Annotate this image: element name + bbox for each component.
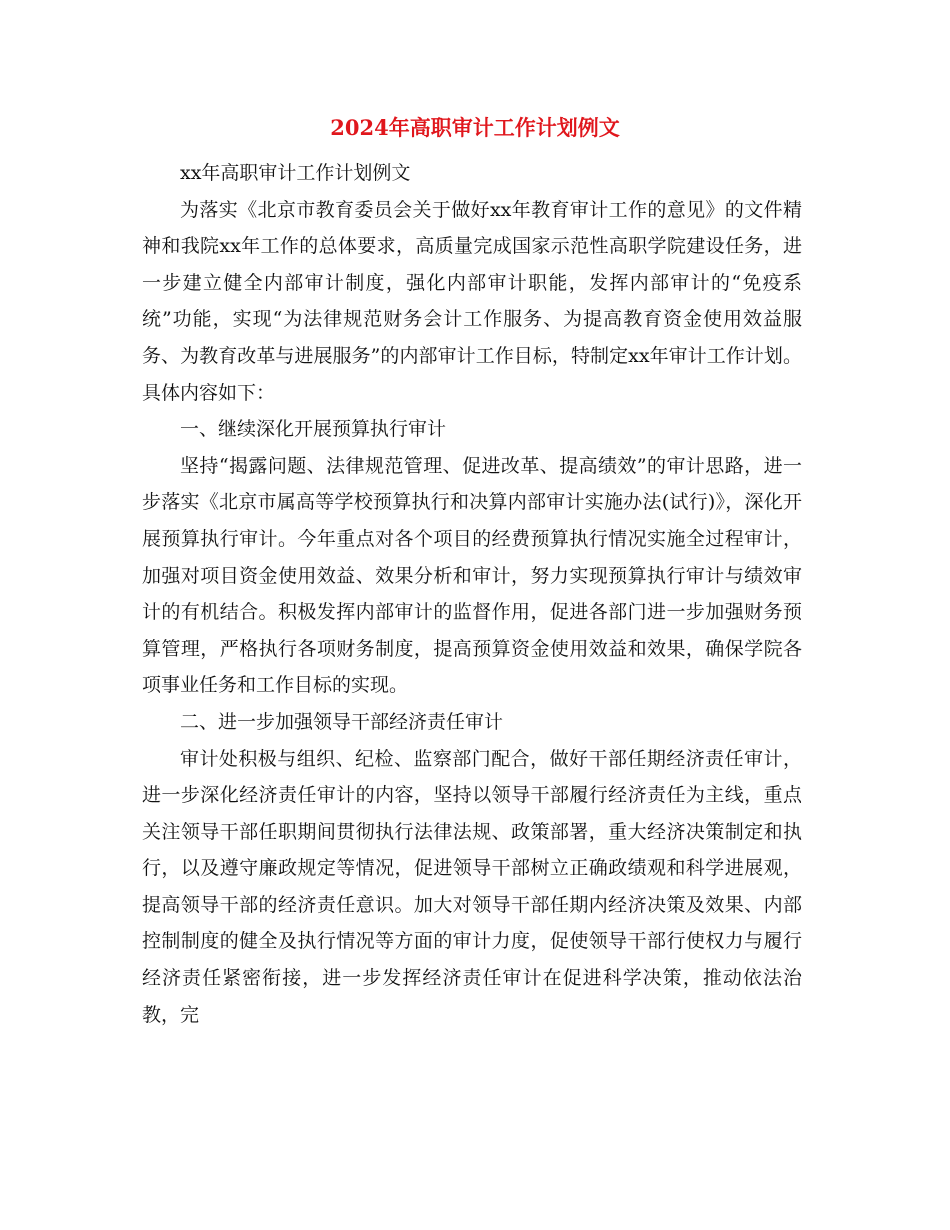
document-body xyxy=(142,155,802,1033)
section-heading-budget: 一、继续深化开展预算执行审计 xyxy=(180,418,447,441)
subtitle-paragraph: xx年高职审计工作计划例文 xyxy=(180,162,411,184)
leadership-paragraph: 审计处积极与组织、纪检、监察部门配合，做好干部任期经济责任审计，进一步深化经济责任审计的内容，坚持以领导干部履行经济责任为主线，重点关注领导干部任职期间贯彻执行法律法规、政策部署，重大经济决策制定和执行，以及遵守廉政规定等情况，促进领导干部树立正确政绩观和科学进展观，提高领导干部的经济责任意识。加大对领导干部任期内经济决策及效果、内部控制制度的健全及执行情况等方面的审计力度，促使领导干部行使权力与履行经济责任紧密衔接，进一步发挥经济责任审计在促进科学决策，推动依法治教，完 xyxy=(142,747,802,1026)
document-title: 2024年高职审计工作计划例文 xyxy=(330,115,620,140)
budget-paragraph: 坚持“揭露问题、法律规范管理、促进改革、提高绩效”的审计思路，进一步落实《北京市属高等学校预算执行和决算内部审计实施办法(试行)》，深化开展预算执行审计。今年重点对各个项目的经费预算执行情况实施全过程审计，加强对项目资金使用效益、效果分析和审计，努力实现预算执行审计与绩效审计的有机结合。积极发挥内部审计的监督作用，促进各部门进一步加强财务预算管理，严格执行各项财务制度，提高预算资金使用效益和效果，确保学院各项事业任务和工作目标的实现。 xyxy=(142,454,802,697)
intro-paragraph: 为落实《北京市教育委员会关于做好xx年教育审计工作的意见》的文件精神和我院xx年工作的总体要求，高质量完成国家示范性高职学院建设任务，进一步建立健全内部审计制度，强化内部审计职能，发挥内部审计的“免疫系统”功能，实现“为法律规范财务会计工作服务、为提高教育资金使用效益服务、为教育改革与进展服务”的内部审计工作目标，特制定xx年审计工作计划。具体内容如下： xyxy=(142,198,802,404)
section-heading-leadership: 二、进一步加强领导干部经济责任审计 xyxy=(180,710,504,733)
